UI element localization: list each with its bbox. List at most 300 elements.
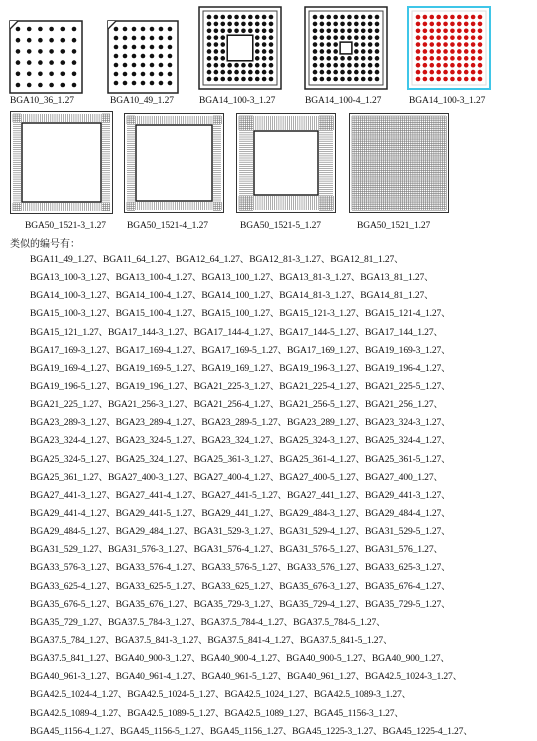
pin-dot — [27, 38, 32, 43]
pin-dot — [457, 22, 462, 27]
pin-dot — [27, 83, 32, 88]
pin-dot — [416, 56, 421, 61]
list-item: BGA21_225_1.27、BGA21_256-3_1.27、BGA21_256-4_1.27、BGA21_256-5_1.27、BGA21_256_1.27、 — [30, 399, 443, 411]
pin-dot — [313, 77, 318, 82]
pin-dot — [464, 42, 469, 47]
pin-dot — [313, 22, 318, 27]
pin-dot — [478, 15, 483, 20]
pin-dot — [320, 28, 325, 33]
package-bga50-1521-4[interactable] — [124, 113, 224, 213]
pin-dot — [141, 63, 146, 68]
pin-dot — [269, 77, 274, 82]
pin-dot — [16, 83, 21, 88]
pin-dot — [443, 15, 448, 20]
list-item: BGA23_324-4_1.27、BGA23_324-5_1.27、BGA23_324_1.27、BGA25_324-3_1.27、BGA25_324-4_1.27、 — [30, 435, 451, 447]
pin-dot — [248, 28, 253, 33]
pin-dot — [38, 27, 43, 32]
pin-dot — [375, 56, 380, 61]
pin-dot — [464, 70, 469, 75]
pin-dot — [429, 77, 434, 82]
pin-dot — [168, 36, 173, 41]
pin-dot — [159, 54, 164, 59]
pin-dot — [123, 27, 128, 32]
pin-dot — [340, 22, 345, 27]
pin-dot — [49, 49, 54, 54]
pin-dot — [132, 54, 137, 59]
pin-dot — [123, 63, 128, 68]
pin-dot — [214, 56, 219, 61]
pin-dot — [333, 63, 338, 68]
pin-dot — [227, 70, 232, 75]
pin-dot — [416, 22, 421, 27]
pin-dot — [168, 81, 173, 86]
pin-dot — [262, 77, 267, 82]
pin-dot — [269, 70, 274, 75]
pin-dot — [429, 28, 434, 33]
pin-dot — [16, 49, 21, 54]
package-label: BGA14_100-4_1.27 — [305, 96, 382, 106]
pin-dot — [262, 42, 267, 47]
pin-dot — [450, 63, 455, 68]
pin-dot — [168, 45, 173, 50]
pin-dot — [114, 63, 119, 68]
pin-dot — [464, 63, 469, 68]
pin-dot — [248, 63, 253, 68]
pin-dot — [429, 70, 434, 75]
pin-dot — [457, 35, 462, 40]
list-item: BGA45_1156-4_1.27、BGA45_1156-5_1.27、BGA45_1156_1.27、BGA45_1225-3_1.27、BGA45_1225-4_1.27、 — [30, 725, 473, 737]
pin-dot — [354, 35, 359, 40]
pin-dot — [255, 22, 260, 27]
pin-dot — [27, 60, 32, 65]
pin-dot — [423, 49, 428, 54]
pin-dot — [320, 15, 325, 20]
pin-dot — [416, 15, 421, 20]
pin-dot — [368, 22, 373, 27]
pin-dot — [61, 60, 66, 65]
pin-dot — [227, 15, 232, 20]
pin-dot — [361, 15, 366, 20]
pin-dot — [159, 27, 164, 32]
pin-dot — [61, 49, 66, 54]
pin-dot — [471, 15, 476, 20]
pin-dot — [220, 77, 225, 82]
pin-dot — [436, 70, 441, 75]
pin-dot — [255, 15, 260, 20]
pin-dot — [255, 56, 260, 61]
pin-dot — [443, 70, 448, 75]
pin-dot — [214, 15, 219, 20]
pin-dot — [457, 49, 462, 54]
pin-dot — [141, 45, 146, 50]
pin-dot — [436, 56, 441, 61]
pin-dot — [354, 56, 359, 61]
pin-dot — [123, 54, 128, 59]
pin-dot — [234, 28, 239, 33]
pin-dot — [320, 49, 325, 54]
pin-dot — [368, 28, 373, 33]
pin-dot — [375, 22, 380, 27]
pin-dot — [333, 42, 338, 47]
pin-dot — [450, 70, 455, 75]
pin-dot — [471, 22, 476, 27]
pin-dot — [114, 45, 119, 50]
list-item: BGA19_169-4_1.27、BGA19_169-5_1.27、BGA19_169_1.27、BGA19_196-3_1.27、BGA19_196-4_1.27、 — [30, 362, 451, 374]
pin-dot — [354, 28, 359, 33]
pin-dot — [114, 36, 119, 41]
pin-dot — [429, 49, 434, 54]
similar-ids-list — [30, 251, 530, 741]
pin-dot — [354, 77, 359, 82]
package-bga10-49[interactable] — [107, 20, 179, 94]
pin-dot — [340, 77, 345, 82]
pin-dot — [214, 42, 219, 47]
pin-dot — [16, 27, 21, 32]
list-item: BGA35_676-5_1.27、BGA35_676_1.27、BGA35_729-3_1.27、BGA35_729-4_1.27、BGA35_729-5_1.27、 — [30, 598, 451, 610]
pin-dot — [326, 63, 331, 68]
package-bga50-1521-5[interactable] — [236, 113, 336, 213]
pin-dot — [168, 54, 173, 59]
pin-dot — [375, 70, 380, 75]
pin-dot — [326, 35, 331, 40]
list-item: BGA33_576-3_1.27、BGA33_576-4_1.27、BGA33_576-5_1.27、BGA33_576_1.27、BGA33_625-3_1.27、 — [30, 562, 451, 574]
pin-dot — [159, 81, 164, 86]
pin-dot — [464, 35, 469, 40]
pin-dot — [443, 28, 448, 33]
pin-dot — [72, 83, 77, 88]
pin-dot — [220, 49, 225, 54]
pin-dot — [168, 63, 173, 68]
pin-dot — [150, 72, 155, 77]
pin-dot — [478, 70, 483, 75]
pin-dot — [443, 63, 448, 68]
pin-dot — [38, 83, 43, 88]
pin-dot — [464, 77, 469, 82]
pin-dot — [471, 49, 476, 54]
pin-dot — [326, 42, 331, 47]
pin-dot — [450, 42, 455, 47]
pin-dot — [141, 54, 146, 59]
pin-dot — [269, 56, 274, 61]
pin-dot — [234, 63, 239, 68]
pin-dot — [347, 63, 352, 68]
pin-dot — [347, 22, 352, 27]
pin-dot — [436, 49, 441, 54]
pin-dot — [368, 42, 373, 47]
pin-dot — [269, 49, 274, 54]
pin-dot — [214, 28, 219, 33]
pin-dot — [478, 22, 483, 27]
pin-dot — [354, 70, 359, 75]
pin-dot — [214, 63, 219, 68]
pin-dot — [49, 83, 54, 88]
pin-dot — [262, 63, 267, 68]
pin-dot — [326, 28, 331, 33]
pin-dot — [478, 35, 483, 40]
pin-dot — [132, 81, 137, 86]
pin-dot — [340, 63, 345, 68]
package-label: BGA50_1521-4_1.27 — [127, 221, 208, 231]
bga10-49-footprint-icon — [107, 20, 179, 94]
pin-dot — [429, 15, 434, 20]
pin-dot — [255, 28, 260, 33]
pin-dot — [436, 15, 441, 20]
pin-dot — [478, 63, 483, 68]
pin-dot — [255, 42, 260, 47]
bga50-1521-5-footprint-icon — [236, 113, 336, 213]
pin-dot — [333, 15, 338, 20]
pin-dot — [375, 35, 380, 40]
pin-dot — [423, 42, 428, 47]
pin-dot — [471, 77, 476, 82]
pin-dot — [457, 56, 462, 61]
bga14-100-3-selected-footprint-icon — [407, 6, 491, 90]
pin-dot — [464, 28, 469, 33]
pin-dot — [227, 63, 232, 68]
pin-dot — [61, 38, 66, 43]
pin-dot — [347, 35, 352, 40]
pin-dot — [207, 22, 212, 27]
pin-dot — [368, 63, 373, 68]
pin-dot — [423, 56, 428, 61]
pin-dot — [16, 72, 21, 77]
package-label: BGA10_49_1.27 — [110, 96, 174, 106]
pin-dot — [150, 63, 155, 68]
pin-dot — [354, 49, 359, 54]
list-item: BGA17_169-3_1.27、BGA17_169-4_1.27、BGA17_169-5_1.27、BGA17_169_1.27、BGA19_169-3_1.27、 — [30, 344, 451, 356]
list-item: BGA35_729_1.27、BGA37.5_784-3_1.27、BGA37.5_784-4_1.27、BGA37.5_784-5_1.27、 — [30, 616, 386, 628]
pin-dot — [333, 35, 338, 40]
pin-dot — [450, 22, 455, 27]
pin-dot — [347, 56, 352, 61]
pin-dot — [423, 15, 428, 20]
pin-dot — [423, 77, 428, 82]
pin-dot — [368, 15, 373, 20]
pin-dot — [471, 70, 476, 75]
list-item: BGA37.5_784_1.27、BGA37.5_841-3_1.27、BGA37.5_841-4_1.27、BGA37.5_841-5_1.27、 — [30, 634, 393, 646]
pin-dot — [347, 77, 352, 82]
pin-dot — [361, 22, 366, 27]
pin-dot — [269, 42, 274, 47]
pin-dot — [423, 28, 428, 33]
pin-dot — [132, 72, 137, 77]
pin-dot — [368, 49, 373, 54]
list-item: BGA25_324-5_1.27、BGA25_324_1.27、BGA25_361-3_1.27、BGA25_361-4_1.27、BGA25_361-5_1.27、 — [30, 453, 451, 465]
pin-dot — [38, 38, 43, 43]
pin-dot — [207, 35, 212, 40]
pin-dot — [72, 49, 77, 54]
pin-dot — [326, 22, 331, 27]
pin-dot — [443, 49, 448, 54]
pin-dot — [478, 28, 483, 33]
pin-dot — [269, 15, 274, 20]
pin-dot — [464, 15, 469, 20]
list-item: BGA11_49_1.27、BGA11_64_1.27、BGA12_64_1.27、BGA12_81-3_1.27、BGA12_81_1.27、 — [30, 254, 404, 265]
list-item: BGA29_484-5_1.27、BGA29_484_1.27、BGA31_529-3_1.27、BGA31_529-4_1.27、BGA31_529-5_1.27、 — [30, 526, 451, 538]
pin-dot — [429, 35, 434, 40]
pin-dot — [38, 60, 43, 65]
package-bga50-1521-3[interactable] — [10, 111, 113, 214]
pin-dot — [72, 38, 77, 43]
pin-dot — [27, 49, 32, 54]
package-label: BGA10_36_1.27 — [10, 96, 74, 106]
pin-dot — [262, 70, 267, 75]
list-item: BGA14_100-3_1.27、BGA14_100-4_1.27、BGA14_100_1.27、BGA14_81-3_1.27、BGA14_81_1.27、 — [30, 290, 434, 302]
pin-dot — [227, 22, 232, 27]
pin-dot — [457, 70, 462, 75]
list-item: BGA42.5_1024-4_1.27、BGA42.5_1024-5_1.27、BGA42.5_1024_1.27、BGA42.5_1089-3_1.27、 — [30, 689, 412, 701]
pin-dot — [313, 70, 318, 75]
list-item: BGA33_625-4_1.27、BGA33_625-5_1.27、BGA33_625_1.27、BGA35_676-3_1.27、BGA35_676-4_1.27、 — [30, 580, 451, 592]
pin-dot — [313, 63, 318, 68]
pin-dot — [262, 15, 267, 20]
pin-dot — [227, 28, 232, 33]
pin-dot — [114, 54, 119, 59]
pin-dot — [150, 45, 155, 50]
pin-dot — [255, 63, 260, 68]
pin-dot — [38, 49, 43, 54]
pin-dot — [450, 15, 455, 20]
pin-dot — [220, 35, 225, 40]
pin-dot — [207, 15, 212, 20]
pin-dot — [214, 49, 219, 54]
pin-dot — [49, 72, 54, 77]
package-label: BGA14_100-3_1.27 — [199, 96, 276, 106]
pin-dot — [361, 42, 366, 47]
pin-dot — [443, 77, 448, 82]
pin-dot — [320, 22, 325, 27]
pin-dot — [262, 35, 267, 40]
pin-dot — [262, 22, 267, 27]
pin-dot — [114, 72, 119, 77]
pin-dot — [234, 22, 239, 27]
pin-dot — [436, 63, 441, 68]
pin-dot — [269, 28, 274, 33]
pin-dot — [347, 15, 352, 20]
pin-dot — [241, 28, 246, 33]
pin-dot — [443, 56, 448, 61]
pin-dot — [269, 22, 274, 27]
pin-dot — [227, 77, 232, 82]
package-bga50-1521[interactable] — [349, 113, 449, 213]
pin-dot — [141, 72, 146, 77]
pin-dot — [457, 28, 462, 33]
pin-dot — [457, 42, 462, 47]
pin-dot — [443, 22, 448, 27]
pin-dot — [340, 28, 345, 33]
pin-dot — [320, 56, 325, 61]
pin-dot — [207, 70, 212, 75]
bga10-36-footprint-icon — [9, 20, 83, 94]
pin-dot — [457, 63, 462, 68]
package-bga14-100-4[interactable] — [304, 6, 388, 90]
pin-dot — [375, 63, 380, 68]
package-bga10-36[interactable] — [9, 20, 83, 94]
list-item: BGA15_121_1.27、BGA17_144-3_1.27、BGA17_144-4_1.27、BGA17_144-5_1.27、BGA17_144_1.27、 — [30, 326, 443, 338]
pin-dot — [333, 77, 338, 82]
pin-dot — [416, 77, 421, 82]
pin-dot — [436, 42, 441, 47]
pin-dot — [255, 35, 260, 40]
pin-dot — [333, 70, 338, 75]
pin-dot — [159, 63, 164, 68]
pin-dot — [333, 56, 338, 61]
pin-dot — [326, 70, 331, 75]
pin-dot — [354, 42, 359, 47]
list-item: BGA25_361_1.27、BGA27_400-3_1.27、BGA27_400-4_1.27、BGA27_400-5_1.27、BGA27_400_1.27、 — [30, 471, 443, 483]
pin-dot — [49, 27, 54, 32]
pin-dot — [333, 28, 338, 33]
pin-dot — [347, 70, 352, 75]
pin-dot — [38, 72, 43, 77]
pin-dot — [313, 42, 318, 47]
pin-dot — [168, 72, 173, 77]
pin-dot — [241, 15, 246, 20]
pin-dot — [61, 27, 66, 32]
pin-dot — [375, 42, 380, 47]
pin-dot — [347, 28, 352, 33]
package-bga14-100-3-selected[interactable] — [407, 6, 491, 90]
pin-dot — [313, 35, 318, 40]
pin-dot — [262, 56, 267, 61]
pin-dot — [220, 15, 225, 20]
list-item: BGA15_100-3_1.27、BGA15_100-4_1.27、BGA15_100_1.27、BGA15_121-3_1.27、BGA15_121-4_1.27、 — [30, 308, 451, 320]
pin-dot — [49, 38, 54, 43]
pin-dot — [340, 70, 345, 75]
pin-dot — [150, 54, 155, 59]
pin-dot — [123, 81, 128, 86]
pin-dot — [255, 70, 260, 75]
pin-dot — [478, 56, 483, 61]
pin-dot — [333, 49, 338, 54]
pin-dot — [416, 49, 421, 54]
pin-dot — [361, 56, 366, 61]
pin-dot — [61, 83, 66, 88]
package-label: BGA50_1521-3_1.27 — [25, 221, 106, 231]
pin-dot — [416, 63, 421, 68]
pin-dot — [423, 63, 428, 68]
pin-dot — [248, 70, 253, 75]
pin-dot — [255, 49, 260, 54]
pin-dot — [123, 36, 128, 41]
pin-dot — [354, 15, 359, 20]
pin-dot — [313, 56, 318, 61]
package-bga14-100-3[interactable] — [198, 6, 282, 90]
pin-dot — [478, 42, 483, 47]
pin-dot — [234, 15, 239, 20]
similar-ids-heading: 类似的编号有： — [10, 239, 80, 250]
pin-dot — [326, 15, 331, 20]
pin-dot — [443, 35, 448, 40]
pin-dot — [436, 22, 441, 27]
pin-dot — [150, 36, 155, 41]
bga14-100-4-footprint-icon — [304, 6, 388, 90]
pin-dot — [457, 77, 462, 82]
pin-dot — [436, 35, 441, 40]
pin-dot — [471, 42, 476, 47]
pin-dot — [450, 49, 455, 54]
pin-dot — [132, 63, 137, 68]
pin-dot — [214, 70, 219, 75]
pin-dot — [340, 15, 345, 20]
pin-dot — [214, 22, 219, 27]
pin-dot — [150, 27, 155, 32]
pin-dot — [269, 63, 274, 68]
pin-dot — [123, 45, 128, 50]
package-label: BGA14_100-3_1.27 — [409, 96, 486, 106]
pin-dot — [326, 77, 331, 82]
pin-dot — [214, 77, 219, 82]
